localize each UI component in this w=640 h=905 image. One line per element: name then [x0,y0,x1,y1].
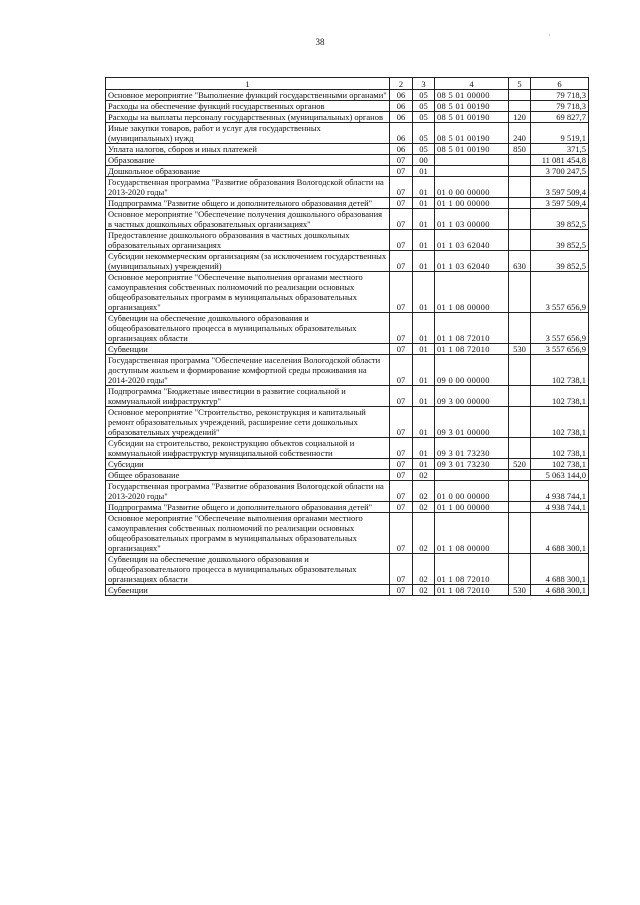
row-subsection: 01 [413,177,435,198]
table-row [106,209,589,230]
row-subsection: 01 [413,209,435,230]
row-name: Расходы на выплаты персоналу государственных (муниципальных) органов [106,112,390,123]
row-target-article: 08 5 01 00190 [435,101,509,112]
row-target-article: 01 0 00 00000 [435,177,509,198]
row-chapter: 07 [390,554,413,585]
row-subsection: 00 [413,155,435,166]
row-subsection: 02 [413,481,435,502]
row-amount: 3 557 656,9 [531,313,589,344]
page-number: 38 [315,37,325,47]
row-subsection: 01 [413,198,435,209]
table-row [106,166,589,177]
row-chapter: 06 [390,101,413,112]
row-chapter: 06 [390,112,413,123]
header-cell-name: 1 [106,78,390,90]
row-chapter: 06 [390,123,413,144]
row-expense-type: 530 [509,344,531,355]
row-name: Основное мероприятие "Строительство, реконструкция и капитальный ремонт образовательных учреждений, расширение сети дошкольных образовательных учреждений" [106,407,390,438]
row-subsection: 01 [413,313,435,344]
row-target-article: 01 0 00 00000 [435,481,509,502]
row-amount: 3 700 247,5 [531,166,589,177]
row-expense-type: 530 [509,585,531,596]
row-chapter: 07 [390,177,413,198]
row-name: Дошкольное образование [106,166,390,177]
row-amount: 79 718,3 [531,101,589,112]
row-name: Субвенции [106,344,390,355]
row-subsection: 05 [413,144,435,155]
row-target-article: 08 5 01 00000 [435,90,509,101]
row-amount: 102 738,1 [531,355,589,386]
row-chapter: 07 [390,230,413,251]
row-amount: 39 852,5 [531,251,589,272]
row-chapter: 07 [390,407,413,438]
row-expense-type: 120 [509,112,531,123]
row-expense-type [509,198,531,209]
row-name: Основное мероприятие "Обеспечение получения дошкольного образования в частных дошкольных образовательных организациях" [106,209,390,230]
row-subsection: 01 [413,251,435,272]
row-chapter: 06 [390,144,413,155]
table-row [106,407,589,438]
row-target-article: 01 1 08 00000 [435,272,509,313]
row-name: Субсидии на строительство, реконструкцию объектов социальной и коммунальной инфраструктур муниципальной собственности [106,438,390,459]
row-amount: 69 827,7 [531,112,589,123]
table-row [106,459,589,470]
row-subsection: 01 [413,459,435,470]
row-name: Основное мероприятие "Обеспечение выполнения органами местного самоуправления собственных полномочий по реализации основных общеобразовательных программ в муниципальных образовательных организациях" [106,513,390,554]
table-row [106,513,589,554]
header-cell-expense-type: 5 [509,78,531,90]
table-row [106,123,589,144]
row-expense-type: 520 [509,459,531,470]
row-name: Образование [106,155,390,166]
row-target-article: 09 3 01 73230 [435,438,509,459]
row-expense-type [509,386,531,407]
row-expense-type [509,502,531,513]
row-expense-type [509,513,531,554]
row-expense-type [509,177,531,198]
row-amount: 102 738,1 [531,438,589,459]
row-subsection: 01 [413,386,435,407]
row-chapter: 07 [390,198,413,209]
table-row [106,554,589,585]
row-expense-type [509,209,531,230]
row-amount: 4 938 744,1 [531,502,589,513]
table-row [106,386,589,407]
table-row [106,438,589,459]
row-chapter: 07 [390,344,413,355]
row-name: Субвенции [106,585,390,596]
scan-mark: · [548,31,551,40]
row-amount: 102 738,1 [531,386,589,407]
row-target-article [435,166,509,177]
row-amount: 3 597 509,4 [531,198,589,209]
row-expense-type [509,90,531,101]
row-subsection: 02 [413,470,435,481]
row-target-article: 09 3 01 00000 [435,407,509,438]
table-row [106,344,589,355]
row-chapter: 06 [390,90,413,101]
row-name: Государственная программа "Развитие образования Вологодской области на 2013-2020 годы" [106,177,390,198]
row-expense-type [509,355,531,386]
row-expense-type: 630 [509,251,531,272]
row-amount: 371,5 [531,144,589,155]
row-subsection: 05 [413,90,435,101]
row-subsection: 01 [413,166,435,177]
row-target-article: 01 1 03 62040 [435,251,509,272]
row-chapter: 07 [390,313,413,344]
row-expense-type [509,481,531,502]
row-target-article [435,470,509,481]
table-row [106,272,589,313]
table-row [106,101,589,112]
row-name: Основное мероприятие "Выполнение функций государственными органами" [106,90,390,101]
row-name: Иные закупки товаров, работ и услуг для государственных (муниципальных) нужд [106,123,390,144]
row-subsection: 02 [413,585,435,596]
row-name: Уплата налогов, сборов и иных платежей [106,144,390,155]
row-name: Подпрограмма "Развитие общего и дополнительного образования детей" [106,502,390,513]
row-chapter: 07 [390,470,413,481]
row-expense-type [509,230,531,251]
row-target-article: 01 1 08 72010 [435,585,509,596]
row-expense-type [509,101,531,112]
row-subsection: 02 [413,513,435,554]
row-chapter: 07 [390,166,413,177]
row-subsection: 01 [413,272,435,313]
row-chapter: 07 [390,355,413,386]
row-amount: 39 852,5 [531,230,589,251]
row-subsection: 05 [413,101,435,112]
table-row [106,112,589,123]
row-expense-type [509,554,531,585]
row-amount: 9 519,1 [531,123,589,144]
table-row [106,251,589,272]
row-amount: 79 718,3 [531,90,589,101]
row-target-article: 09 3 00 00000 [435,386,509,407]
row-target-article: 01 1 08 72010 [435,554,509,585]
row-subsection: 02 [413,554,435,585]
row-target-article: 01 1 00 00000 [435,502,509,513]
table-row [106,144,589,155]
table-row [106,502,589,513]
row-target-article: 09 3 01 73230 [435,459,509,470]
row-expense-type [509,407,531,438]
row-name: Предоставление дошкольного образования в частных дошкольных образовательных организациях [106,230,390,251]
header-cell-amount: 6 [531,78,589,90]
row-name: Основное мероприятие "Обеспечение выполнения органами местного самоуправления собственных полномочий по реализации основных общеобразовательных программ в муниципальных образовательных организациях" [106,272,390,313]
row-target-article: 08 5 01 00190 [435,144,509,155]
budget-table [105,77,589,596]
row-chapter: 07 [390,502,413,513]
row-subsection: 01 [413,344,435,355]
row-subsection: 01 [413,407,435,438]
row-amount: 102 738,1 [531,459,589,470]
row-expense-type: 850 [509,144,531,155]
row-chapter: 07 [390,513,413,554]
table-row [106,585,589,596]
row-expense-type: 240 [509,123,531,144]
row-name: Субсидии [106,459,390,470]
row-amount: 3 597 509,4 [531,177,589,198]
table-header-row [106,78,589,90]
row-expense-type [509,470,531,481]
row-name: Государственная программа "Развитие образования Вологодской области на 2013-2020 годы" [106,481,390,502]
row-target-article: 01 1 03 00000 [435,209,509,230]
row-amount: 4 688 300,1 [531,513,589,554]
row-subsection: 01 [413,355,435,386]
row-amount: 4 688 300,1 [531,585,589,596]
row-subsection: 02 [413,502,435,513]
row-name: Общее образование [106,470,390,481]
row-name: Подпрограмма "Бюджетные инвестиции в развитие социальной и коммунальной инфраструктур" [106,386,390,407]
row-expense-type [509,313,531,344]
table-row [106,230,589,251]
row-chapter: 07 [390,386,413,407]
row-target-article [435,155,509,166]
row-amount: 11 081 454,8 [531,155,589,166]
row-chapter: 07 [390,251,413,272]
table-row [106,198,589,209]
row-subsection: 05 [413,123,435,144]
table-row [106,155,589,166]
row-expense-type [509,155,531,166]
row-chapter: 07 [390,209,413,230]
row-amount: 5 063 144,0 [531,470,589,481]
row-expense-type [509,272,531,313]
row-subsection: 05 [413,112,435,123]
row-chapter: 07 [390,585,413,596]
row-subsection: 01 [413,438,435,459]
row-target-article: 08 5 01 00190 [435,123,509,144]
row-target-article: 01 1 03 62040 [435,230,509,251]
header-cell-target-article: 4 [435,78,509,90]
row-name: Субсидии некоммерческим организациям (за исключением государственных (муниципальных) учреждений) [106,251,390,272]
header-cell-subsection: 3 [413,78,435,90]
row-chapter: 07 [390,438,413,459]
row-expense-type [509,166,531,177]
row-target-article: 01 1 00 00000 [435,198,509,209]
row-amount: 4 938 744,1 [531,481,589,502]
row-name: Субвенции на обеспечение дошкольного образования и общеобразовательного процесса в муниципальных образовательных организациях области [106,554,390,585]
row-target-article: 01 1 08 72010 [435,344,509,355]
table-row [106,481,589,502]
row-amount: 102 738,1 [531,407,589,438]
row-chapter: 07 [390,155,413,166]
row-target-article: 01 1 08 00000 [435,513,509,554]
row-chapter: 07 [390,459,413,470]
row-target-article: 08 5 01 00190 [435,112,509,123]
row-amount: 3 557 656,9 [531,272,589,313]
row-name: Подпрограмма "Развитие общего и дополнительного образования детей" [106,198,390,209]
table-row [106,470,589,481]
table-row [106,355,589,386]
row-name: Государственная программа "Обеспечение населения Вологодской области доступным жильем и формирование комфортной среды проживания на 2014-2020 годы" [106,355,390,386]
row-target-article: 09 0 00 00000 [435,355,509,386]
row-chapter: 07 [390,481,413,502]
table-row [106,90,589,101]
row-target-article: 01 1 08 72010 [435,313,509,344]
table-row [106,177,589,198]
row-amount: 4 688 300,1 [531,554,589,585]
row-expense-type [509,438,531,459]
row-subsection: 01 [413,230,435,251]
row-name: Расходы на обеспечение функций государственных органов [106,101,390,112]
row-name: Субвенции на обеспечение дошкольного образования и общеобразовательного процесса в муниципальных образовательных организациях области [106,313,390,344]
header-cell-chapter: 2 [390,78,413,90]
table-row [106,313,589,344]
row-amount: 39 852,5 [531,209,589,230]
row-amount: 3 557 656,9 [531,344,589,355]
row-chapter: 07 [390,272,413,313]
